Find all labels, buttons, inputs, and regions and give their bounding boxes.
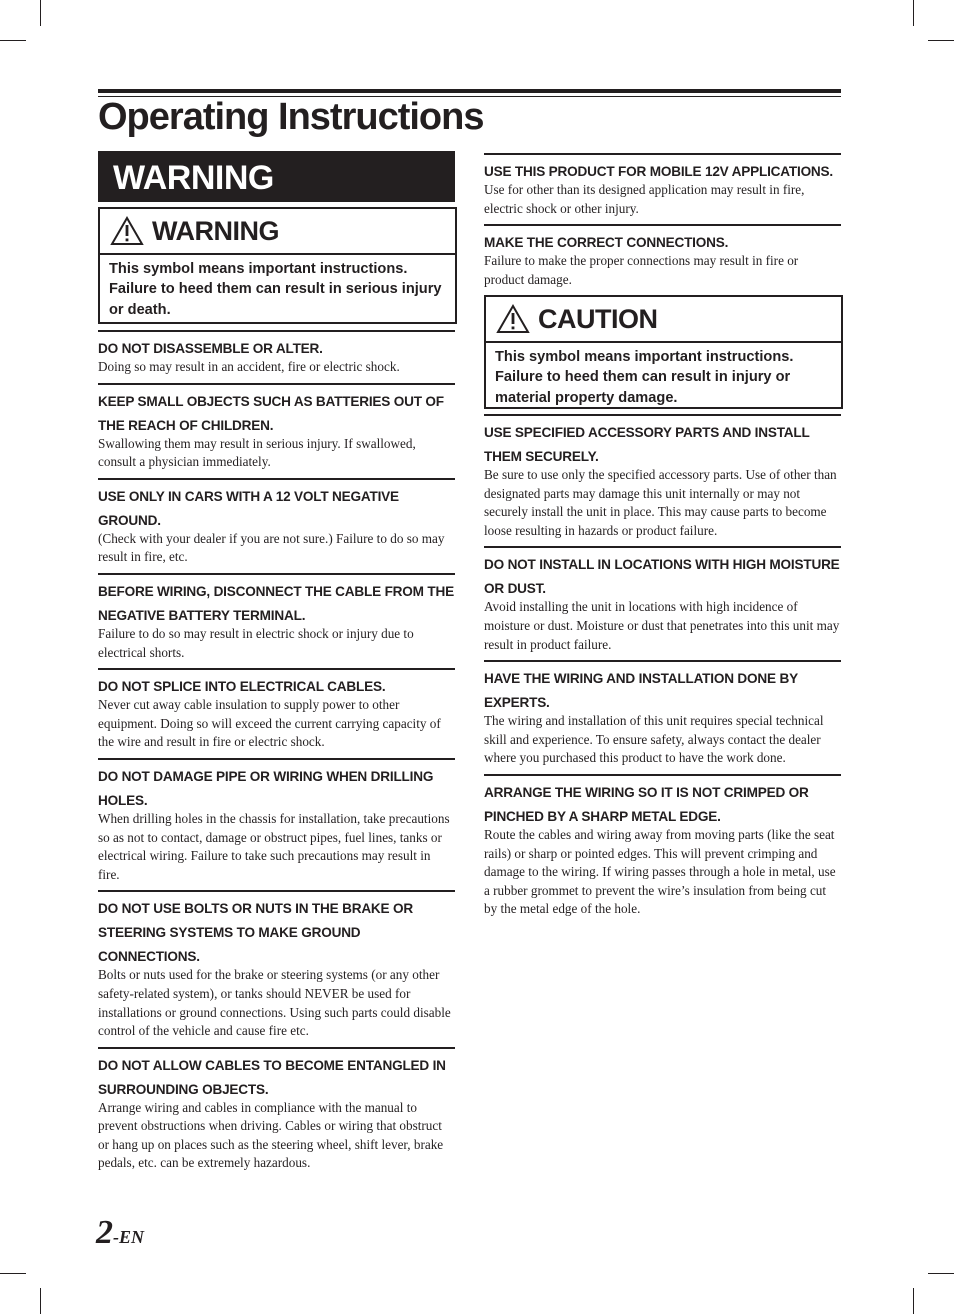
section-title: USE ONLY IN CARS WITH A 12 VOLT NEGATIVE GROUND. xyxy=(98,488,399,528)
page-number-value: 2 xyxy=(96,1214,113,1251)
instruction-section xyxy=(98,1047,455,1173)
section-body: Failure to do so may result in electric shock or injury due to electrical shorts. xyxy=(98,625,414,660)
section-body: Bolts or nuts used for the brake or steering systems (or any other safety-related system), or tanks should NEVER be used for installations or ground connections. Using such parts could disable control of the vehicle and cause fire etc. xyxy=(98,967,451,1039)
warning-banner: WARNING xyxy=(98,151,455,202)
warning-notice-text: This symbol means important instructions. Failure to heed them can result in serious injury or death. xyxy=(109,261,442,318)
crop-mark xyxy=(928,1273,954,1274)
instruction-section xyxy=(98,383,455,472)
section-title: USE SPECIFIED ACCESSORY PARTS AND INSTALL THEM SECURELY. xyxy=(484,425,810,464)
section-title: DO NOT DAMAGE PIPE OR WIRING WHEN DRILLING HOLES. xyxy=(98,768,434,808)
crop-mark xyxy=(40,1288,41,1314)
instruction-section xyxy=(98,890,455,1040)
section-title: BEFORE WIRING, DISCONNECT THE CABLE FROM THE NEGATIVE BATTERY TERMINAL. xyxy=(98,583,454,623)
left-column xyxy=(98,330,455,1179)
section-body: Doing so may result in an accident, fire or electric shock. xyxy=(98,359,400,374)
instruction-section xyxy=(484,660,841,768)
caution-notice-box xyxy=(484,295,843,409)
instruction-section xyxy=(484,414,841,540)
caution-notice-label: CAUTION xyxy=(538,303,658,334)
warning-triangle-icon xyxy=(496,304,530,334)
instruction-section xyxy=(98,573,455,662)
section-body: Never cut away cable insulation to supply power to other equipment. Doing so will exceed the current carrying capacity of the wire and result in fire or electric shock. xyxy=(98,697,441,750)
warning-notice-label: WARNING xyxy=(152,215,279,246)
section-body: Failure to make the proper connections may result in fire or product damage. xyxy=(484,253,799,287)
section-title: DO NOT SPLICE INTO ELECTRICAL CABLES. xyxy=(98,679,386,695)
page-title: Operating Instructions xyxy=(98,96,484,138)
warning-notice-box xyxy=(98,207,457,324)
instruction-section xyxy=(484,153,841,218)
instruction-section xyxy=(98,478,455,567)
section-title: USE THIS PRODUCT FOR MOBILE 12V APPLICATIONS. xyxy=(484,164,833,179)
section-title: DO NOT DISASSEMBLE OR ALTER. xyxy=(98,341,323,356)
section-body: Arrange wiring and cables in compliance with the manual to prevent obstructions when driving. Cables or wiring that obstruct or hang up on places such as the steering wheel, shift lever, brake pedals, etc. can be extremely hazardous. xyxy=(98,1099,444,1171)
crop-mark xyxy=(913,1288,914,1314)
crop-mark xyxy=(928,40,954,41)
section-body: (Check with your dealer if you are not sure.) Failure to do so may result in fire, etc. xyxy=(98,530,445,565)
section-body: Avoid installing the unit in locations with high incidence of moisture or dust. Moisture or dust that penetrates into this unit may result in product failure. xyxy=(484,599,840,652)
section-body: Be sure to use only the specified accessory parts. Use of other than designated parts may damage this unit internally or may not securely install the unit in place. This may cause parts to become loose resulting in hazards or product failure. xyxy=(484,467,837,538)
section-title: MAKE THE CORRECT CONNECTIONS. xyxy=(484,235,729,251)
instruction-section xyxy=(484,224,841,289)
instruction-section xyxy=(484,546,841,654)
section-title: ARRANGE THE WIRING SO IT IS NOT CRIMPED OR PINCHED BY A SHARP METAL EDGE. xyxy=(484,784,809,824)
section-body: When drilling holes in the chassis for installation, take precautions so as not to contact, damage or obstruct pipes, fuel lines, tanks or electrical wiring. Failure to take such precautions may result in fire. xyxy=(98,810,450,882)
section-body: Swallowing them may result in serious injury. If swallowed, consult a physician immediately. xyxy=(98,435,416,470)
crop-mark xyxy=(40,0,41,26)
section-title: DO NOT INSTALL IN LOCATIONS WITH HIGH MOISTURE OR DUST. xyxy=(484,557,840,597)
page-number xyxy=(96,1214,144,1252)
instruction-section xyxy=(98,758,455,884)
section-title: DO NOT USE BOLTS OR NUTS IN THE BRAKE OR STEERING SYSTEMS TO MAKE GROUND CONNECTIONS. xyxy=(98,901,413,965)
crop-mark xyxy=(0,1273,26,1274)
header-rule xyxy=(98,89,841,93)
right-column-top xyxy=(484,153,841,295)
section-title: HAVE THE WIRING AND INSTALLATION DONE BY EXPERTS. xyxy=(484,671,798,711)
warning-notice-header xyxy=(100,209,455,255)
warning-triangle-icon xyxy=(110,216,144,246)
section-body: The wiring and installation of this unit requires special technical skill and experience. To ensure safety, always contact the dealer where you purchased this product to have the work done. xyxy=(484,713,824,766)
crop-mark xyxy=(0,40,26,41)
caution-notice-header xyxy=(486,297,841,343)
crop-mark xyxy=(913,0,914,26)
section-title: DO NOT ALLOW CABLES TO BECOME ENTANGLED IN SURROUNDING OBJECTS. xyxy=(98,1057,446,1097)
instruction-section xyxy=(98,668,455,752)
instruction-section xyxy=(98,330,455,377)
section-body: Route the cables and wiring away from moving parts (like the seat rails) or sharp or pointed edges. This will prevent crimping and damage to the wiring. If wiring passes through a hole in metal, use a rubber grommet to prevent the wire’s insulation from being cut by the metal edge of the hole. xyxy=(484,826,836,917)
page-number-suffix: -EN xyxy=(113,1227,144,1247)
instruction-section xyxy=(484,774,841,919)
right-column-bottom xyxy=(484,414,841,925)
section-title: KEEP SMALL OBJECTS SUCH AS BATTERIES OUT OF THE REACH OF CHILDREN. xyxy=(98,393,444,433)
section-body: Use for other than its designed application may result in fire, electric shock or other injury. xyxy=(484,182,805,216)
caution-notice-text: This symbol means important instructions. Failure to heed them can result in injury or material property damage. xyxy=(495,349,794,406)
